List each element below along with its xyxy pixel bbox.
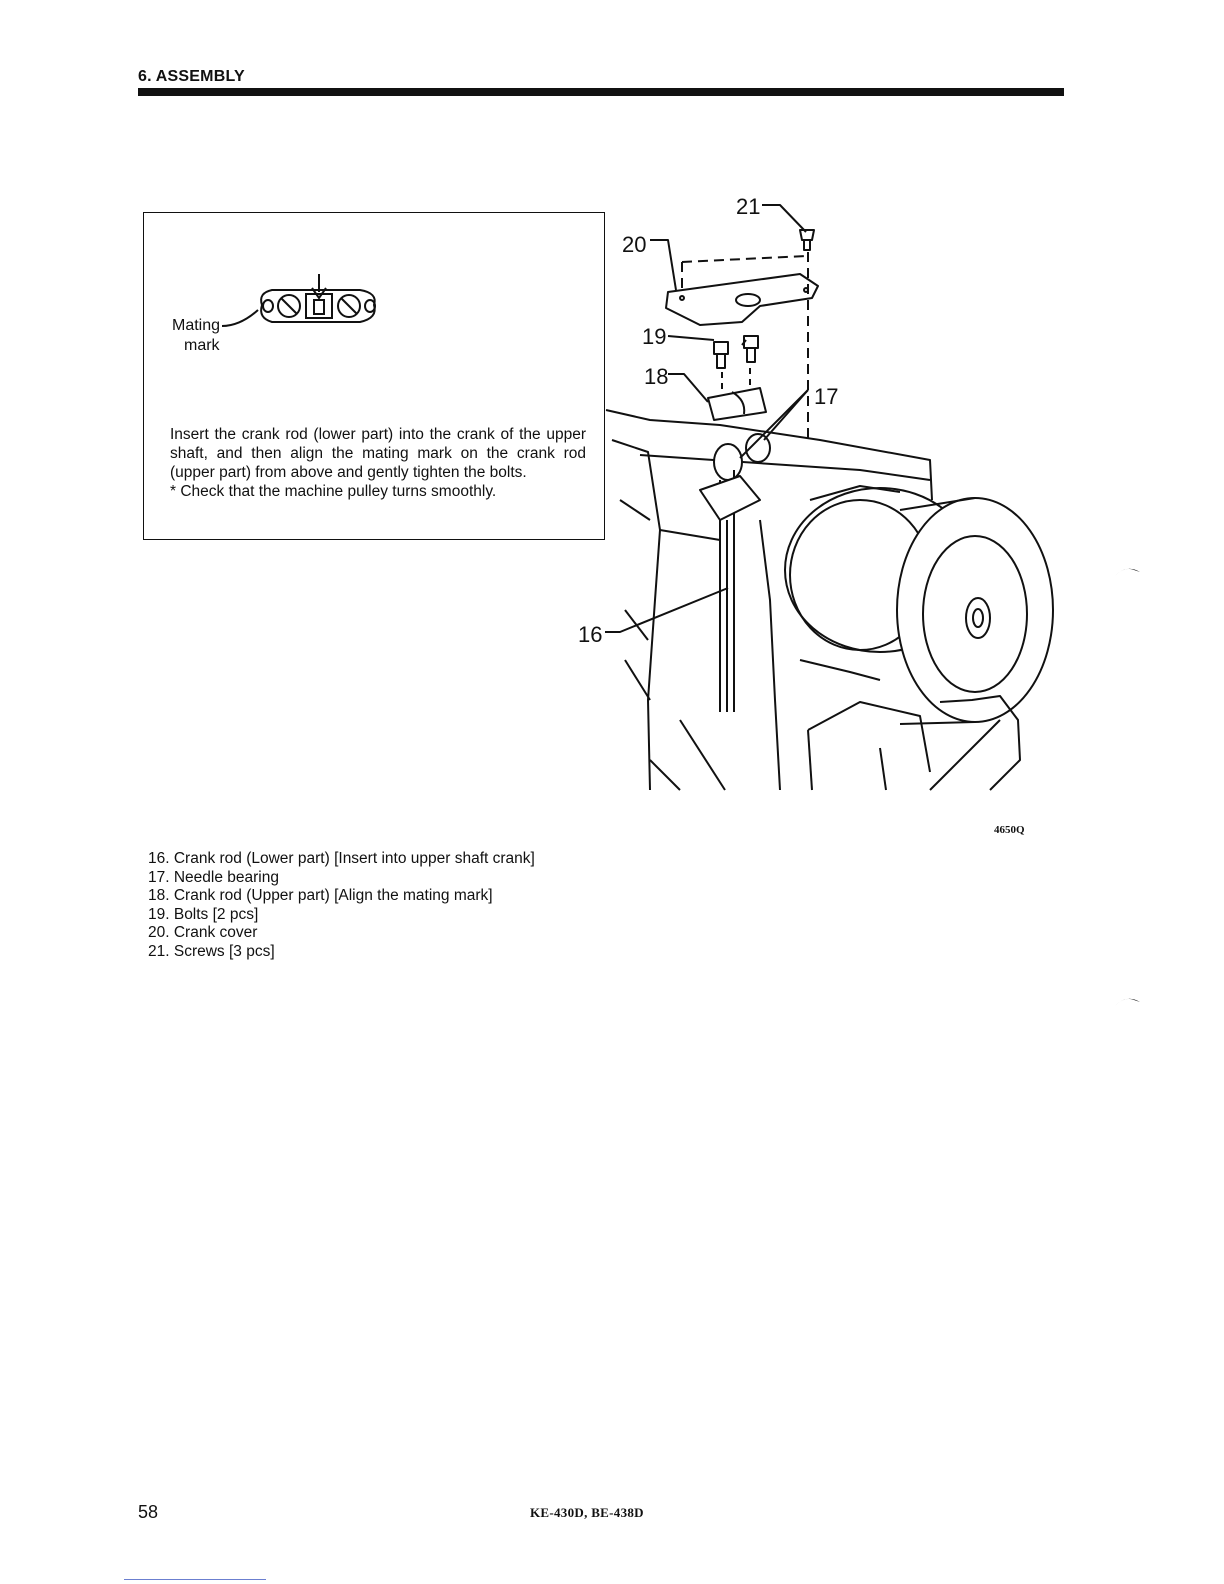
change-mark-icon xyxy=(1112,990,1144,1010)
callout-20: 20 xyxy=(622,232,647,257)
note-check: * Check that the machine pulley turns smoothly. xyxy=(170,483,497,500)
list-item: 21. Screws [3 pcs] xyxy=(148,942,275,960)
list-item: 18. Crank rod (Upper part) [Align the mating mark] xyxy=(148,887,493,905)
change-mark-icon xyxy=(1112,560,1144,580)
footer-divider xyxy=(124,1579,266,1580)
note-instruction: Insert the crank rod (lower part) into the crank of the upper shaft, and then align the mating mark on the crank rod (upper part) from above and gently tighten the bolts. xyxy=(170,426,586,481)
list-item: 17. Needle bearing xyxy=(148,868,279,886)
callout-18: 18 xyxy=(644,364,669,389)
section-title: 6. ASSEMBLY xyxy=(138,68,245,85)
mating-label-line1: Mating xyxy=(172,317,221,334)
callout-17: 17 xyxy=(814,384,839,409)
list-item: 20. Crank cover xyxy=(148,924,258,942)
mating-label-line2: mark xyxy=(184,337,220,354)
callout-19: 19 xyxy=(642,324,667,349)
model-code: KE-430D, BE-438D xyxy=(530,1505,644,1520)
parts-list xyxy=(148,850,535,962)
figure-code: 4650Q xyxy=(994,824,1025,836)
list-item: 16. Crank rod (Lower part) [Insert into upper shaft crank] xyxy=(148,850,535,867)
page-number: 58 xyxy=(138,1502,159,1522)
callout-21: 21 xyxy=(736,194,761,219)
callout-16: 16 xyxy=(578,622,603,647)
list-item: 19. Bolts [2 pcs] xyxy=(148,905,259,923)
